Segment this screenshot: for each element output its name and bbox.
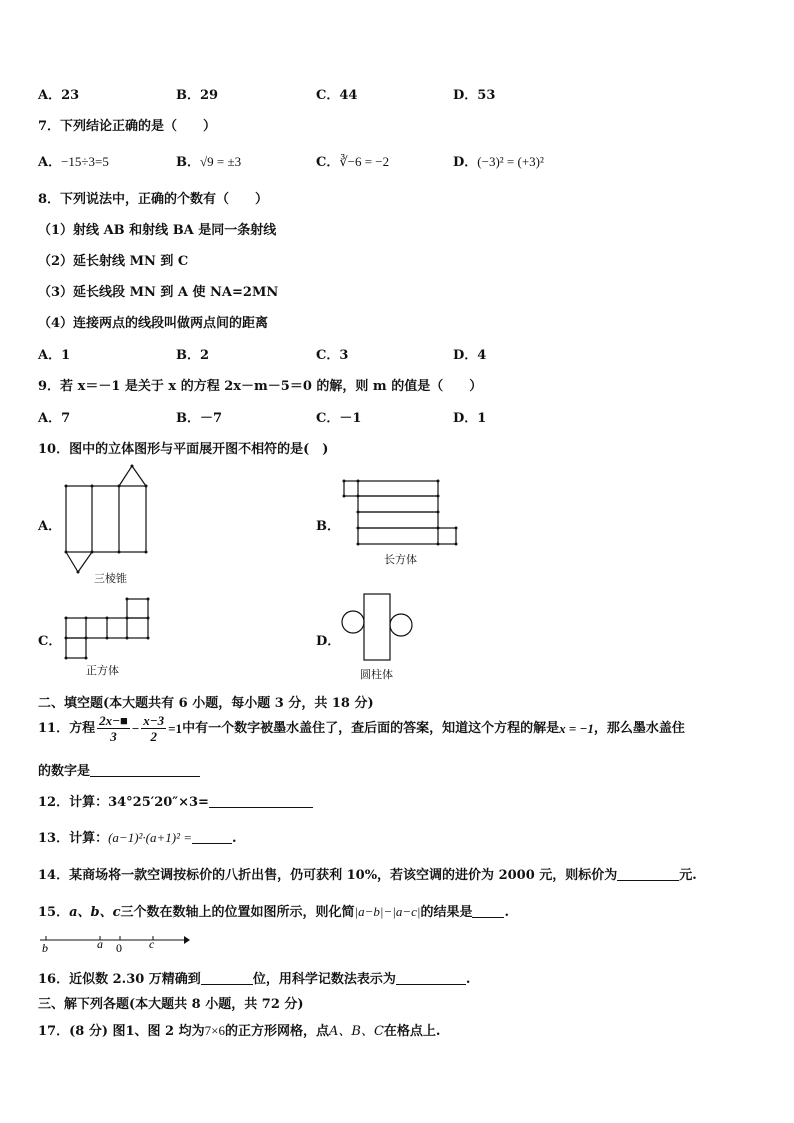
q15-answer-blank[interactable]: [472, 904, 504, 918]
q7-option-c-math: ∛−6 = −2: [339, 154, 390, 169]
q8-option-c: C．3: [316, 348, 349, 363]
q15: 15．a、b、c三个数在数轴上的位置如图所示，则化简|a−b|−|a−c|的结果是 .: [38, 904, 509, 920]
q14-answer-blank[interactable]: [617, 867, 679, 881]
q11-answer-blank[interactable]: [90, 763, 200, 777]
q8-item-2: （2）延长射线 MN 到 C: [38, 254, 189, 269]
q7-option-d: D．(−3)² = (+3)²: [453, 154, 544, 170]
axis-label-a: a: [97, 937, 103, 951]
q14: 14．某商场将一款空调按标价的八折出售，仍可获利 10%，若该空调的进价为 2000 元，则标价为 元.: [38, 868, 697, 883]
q16: 16．近似数 2.30 万精确到 位，用科学记数法表示为 .: [38, 972, 471, 987]
q7-option-a: A．−15÷3=5: [38, 154, 109, 170]
q6-option-d: D．53: [453, 88, 496, 103]
figure-a-caption: 三棱锥: [94, 572, 127, 585]
q7-option-b: B．√9 = ±3: [176, 154, 242, 170]
q8-option-d: D．4: [453, 348, 487, 363]
figure-a-net: [60, 460, 152, 586]
axis-label-zero: 0: [116, 941, 122, 954]
q7-option-c: C．∛−6 = −2: [316, 154, 390, 170]
q15-number-line: [36, 930, 192, 954]
q17: 17．(8 分) 图1、图 2 均为7×6的正方形网格，点A、B、C在格点上.: [38, 1023, 441, 1039]
q7-stem: 7．下列结论正确的是（ ）: [38, 119, 217, 134]
q6-option-b: B．29: [176, 88, 219, 103]
q9-option-a: A．7: [38, 411, 71, 426]
q8-stem: 8．下列说法中，正确的个数有（ ）: [38, 192, 269, 207]
q8-item-3: （3）延长线段 MN 到 A 使 NA=2MN: [38, 285, 279, 300]
q8-item-1: （1）射线 AB 和射线 BA 是同一条射线: [38, 223, 277, 238]
q8-item-4: （4）连接两点的线段叫做两点间的距离: [38, 316, 269, 331]
q11-fraction-2: $\frac{x-3}{2}$: [143, 713, 165, 744]
figure-b-caption: 长方体: [384, 553, 417, 566]
q6-option-c: C．44: [316, 88, 358, 103]
q10-label-a: A．: [38, 519, 62, 534]
figure-d-net: [338, 588, 418, 684]
q13: 13．计算：(a−1)²·(a+1)² = .: [38, 830, 237, 846]
q12-answer-blank[interactable]: [209, 794, 313, 808]
q10-label-c: C．: [38, 634, 62, 649]
q9-option-d: D．1: [453, 411, 487, 426]
q7-option-d-math: (−3)² = (+3)²: [477, 154, 544, 169]
q8-option-b: B．2: [176, 348, 210, 363]
q10-label-d: D．: [316, 634, 341, 649]
figure-c-caption: 正方体: [86, 664, 119, 677]
q8-option-a: A．1: [38, 348, 71, 363]
q9-option-c: C．－1: [316, 411, 362, 426]
q9-stem: 9．若 x＝－1 是关于 x 的方程 2x－m－5＝0 的解，则 m 的值是（ ）: [38, 379, 483, 394]
figure-b-net: [338, 476, 460, 570]
axis-label-c: c: [149, 937, 155, 951]
q10-stem: 10．图中的立体图形与平面展开图不相符的是( ): [38, 442, 329, 457]
q12: 12．计算：34°25′20″×3=: [38, 791, 313, 810]
q11-line-1: 11．方程 $\frac{2x-■}{3}$ − $\frac{x-3}{2}$ =1中有一个数字被墨水盖住了，查后面的答案，知道这个方程的解是x = −1，那么墨水盖住: [38, 713, 685, 744]
section-2-heading: 二、填空题(本大题共有 6 小题，每小题 3 分，共 18 分): [38, 696, 374, 711]
q11-fraction-1: $\frac{2x-■}{3}$: [99, 713, 128, 744]
q7-option-b-math: √9 = ±3: [200, 154, 242, 169]
q10-label-b: B．: [316, 519, 340, 534]
q7-option-a-math: −15÷3=5: [61, 154, 109, 169]
q11-line-2: 的数字是: [38, 760, 200, 779]
q6-option-a: A．23: [38, 88, 80, 103]
axis-label-b: b: [42, 941, 48, 954]
q16-blank-1[interactable]: [201, 971, 253, 985]
q9-option-b: B．－7: [176, 411, 223, 426]
figure-d-caption: 圆柱体: [360, 668, 393, 681]
section-3-heading: 三、解下列各题(本大题共 8 小题，共 72 分): [38, 997, 304, 1012]
q13-answer-blank[interactable]: [192, 830, 232, 844]
figure-c-net: [60, 594, 154, 682]
q16-blank-2[interactable]: [396, 971, 466, 985]
